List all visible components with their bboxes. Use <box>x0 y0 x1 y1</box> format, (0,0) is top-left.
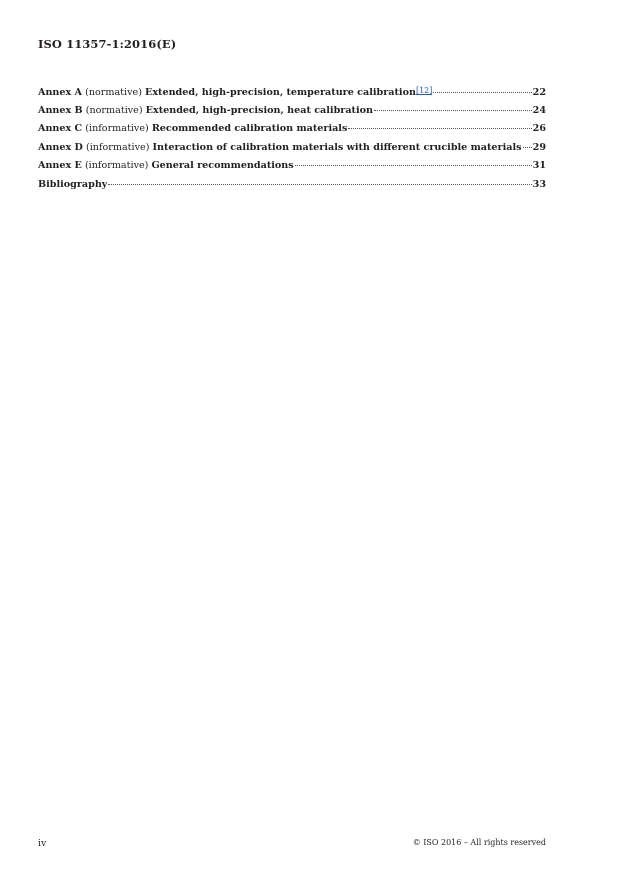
page-number: iv <box>38 838 47 849</box>
annex-label: Annex E <box>38 160 82 171</box>
toc-entry-label <box>38 86 432 98</box>
toc-entry-label <box>38 142 522 153</box>
toc-entry-annex-e[interactable] <box>38 160 546 179</box>
annex-title: Extended, high-precision, heat calibration <box>145 104 373 116</box>
annex-title: Extended, high-precision, temperature calibration <box>145 87 416 98</box>
annex-kind: (normative) <box>85 104 143 116</box>
toc-page-number: 31 <box>532 160 546 171</box>
toc-page-number: 24 <box>532 104 546 116</box>
dot-leader <box>348 128 531 129</box>
annex-title: General recommendations <box>151 160 294 171</box>
annex-title: Recommended calibration materials <box>151 123 348 134</box>
toc-page-number: 33 <box>532 178 546 190</box>
annex-label: Annex C <box>38 123 83 134</box>
toc-page-number: 29 <box>532 141 546 153</box>
toc-entry-label <box>38 160 294 171</box>
bibliography-title: Bibliography <box>38 178 108 190</box>
toc-page-number: 22 <box>532 87 546 98</box>
annex-label: Annex D <box>38 141 83 153</box>
annex-title: Interaction of calibration materials with different crucible materials <box>152 141 522 153</box>
toc-entry-annex-b[interactable] <box>38 105 546 124</box>
annex-kind: (informative) <box>85 141 150 153</box>
toc-entry-annex-c[interactable] <box>38 123 546 142</box>
annex-kind: (informative) <box>84 160 149 171</box>
toc-entry-label <box>38 179 107 190</box>
copyright-notice: © ISO 2016 – All rights reserved <box>412 838 546 847</box>
toc-page-number: 26 <box>532 123 546 134</box>
dot-leader <box>295 165 532 166</box>
toc-entry-annex-d[interactable] <box>38 142 546 161</box>
dot-leader <box>108 184 531 185</box>
dot-leader <box>523 147 532 148</box>
citation-link[interactable]: [12] <box>415 86 433 95</box>
dot-leader <box>374 110 532 111</box>
annex-kind: (normative) <box>85 87 142 98</box>
document-header: ISO 11357-1:2016(E) <box>38 37 177 51</box>
annex-kind: (informative) <box>85 123 149 134</box>
toc-entry-label <box>38 105 373 116</box>
annex-label: Annex B <box>38 104 83 116</box>
table-of-contents <box>38 86 546 197</box>
dot-leader <box>433 92 531 93</box>
annex-label: Annex A <box>38 87 83 98</box>
toc-entry-bibliography[interactable] <box>38 179 546 198</box>
toc-entry-annex-a[interactable] <box>38 86 546 105</box>
toc-entry-label <box>38 123 347 134</box>
